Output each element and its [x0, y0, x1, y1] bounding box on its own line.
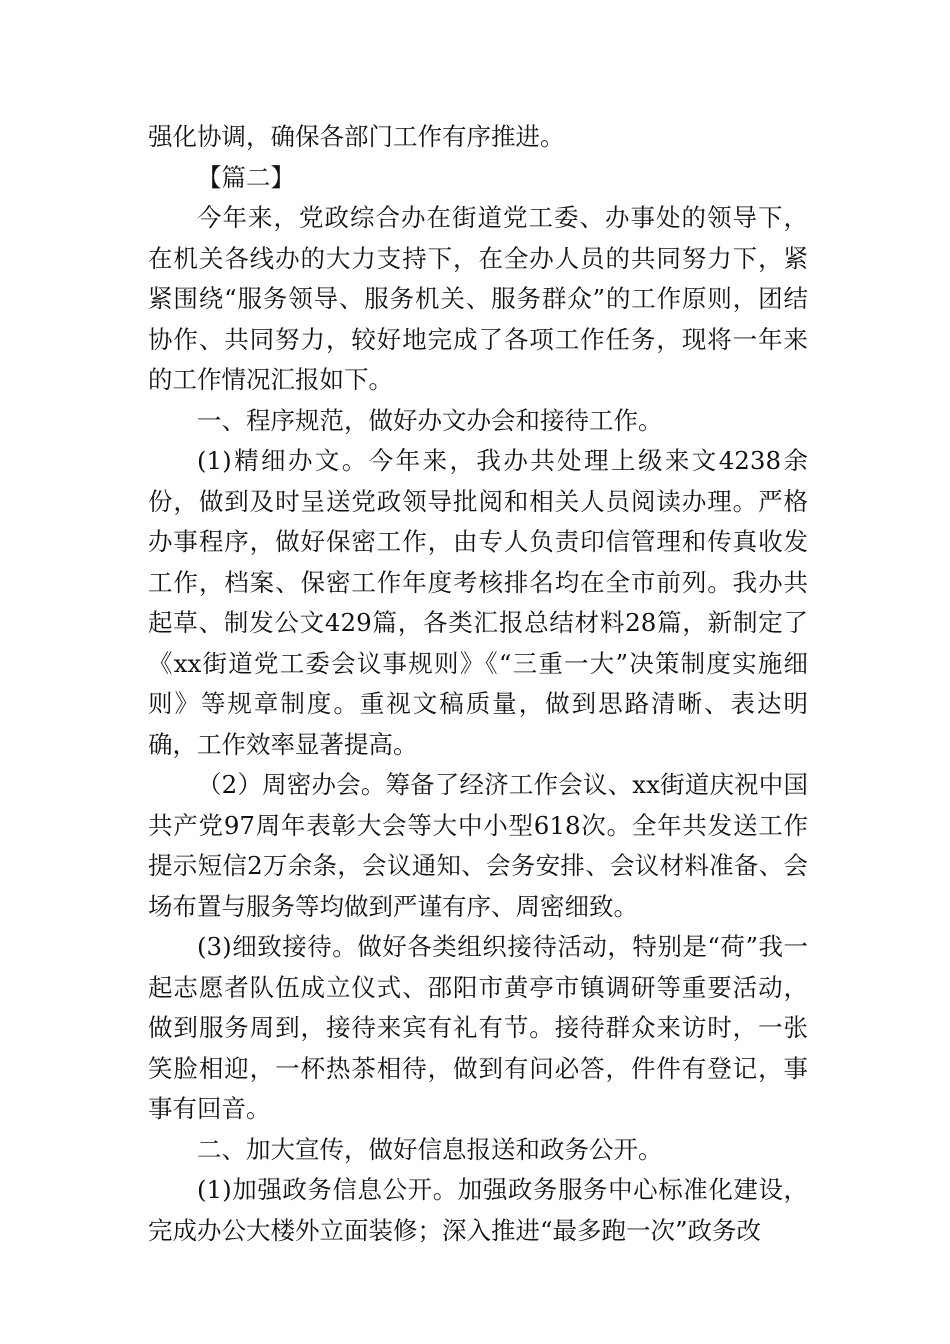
paragraph-document-handling: (1)精细办文。今年来，我办共处理上级来文4238余份，做到及时呈送党政领导批阅和相关人员阅读办理。严格办事程序，做好保密工作，由专人负责印信管理和传真收发工作，档案、保密工作年度考核排名均在全市前列。我办共起草、制发公文429篇，各类汇报总结材料28篇，新制定了《xx街道党工委会议事规则》《“三重一大”决策制度实施细则》等规章制度。重视文稿质量，做到思路清晰、表达明确，工作效率显著提高。 — [148, 446, 808, 759]
section-heading-two: 二、加大宣传，做好信息报送和政务公开。 — [197, 1134, 663, 1164]
section-heading-one: 一、程序规范，做好办文办会和接待工作。 — [197, 405, 663, 435]
paragraph-meeting-handling: （2）周密办会。筹备了经济工作会议、xx街道庆祝中国共产党97周年表彰大会等大中小型618次。全年共发送工作提示短信2万余条，会议通知、会务安排、会议材料准备、会场布置与服务等均做到严谨有序、周密细致。 — [148, 770, 808, 921]
continuation-paragraph: 强化协调，确保各部门工作有序推进。 — [148, 122, 565, 151]
paragraph-reception: (3)细致接待。做好各类组织接待活动，特别是“荷”我一起志愿者队伍成立仪式、邵阳市黄亭市镇调研等重要活动，做到服务周到，接待来宾有礼有节。接待群众来访时，一张笑脸相迎，一杯热茶相待，做到有问必答，件件有登记，事事有回音。 — [148, 932, 808, 1123]
document-body — [148, 117, 808, 1251]
paragraph-information-disclosure: (1)加强政务信息公开。加强政务服务中心标准化建设，完成办公大楼外立面装修；深入推进“最多跑一次”政务改 — [148, 1175, 808, 1245]
intro-paragraph: 今年来，党政综合办在街道党工委、办事处的领导下，在机关各线办的大力支持下，在全办人员的共同努力下，紧紧围绕“服务领导、服务机关、服务群众”的工作原则，团结协作、共同努力，较好地完成了各项工作任务，现将一年来的工作情况汇报如下。 — [148, 203, 808, 394]
section-heading-part-two: 【篇二】 — [197, 162, 295, 192]
